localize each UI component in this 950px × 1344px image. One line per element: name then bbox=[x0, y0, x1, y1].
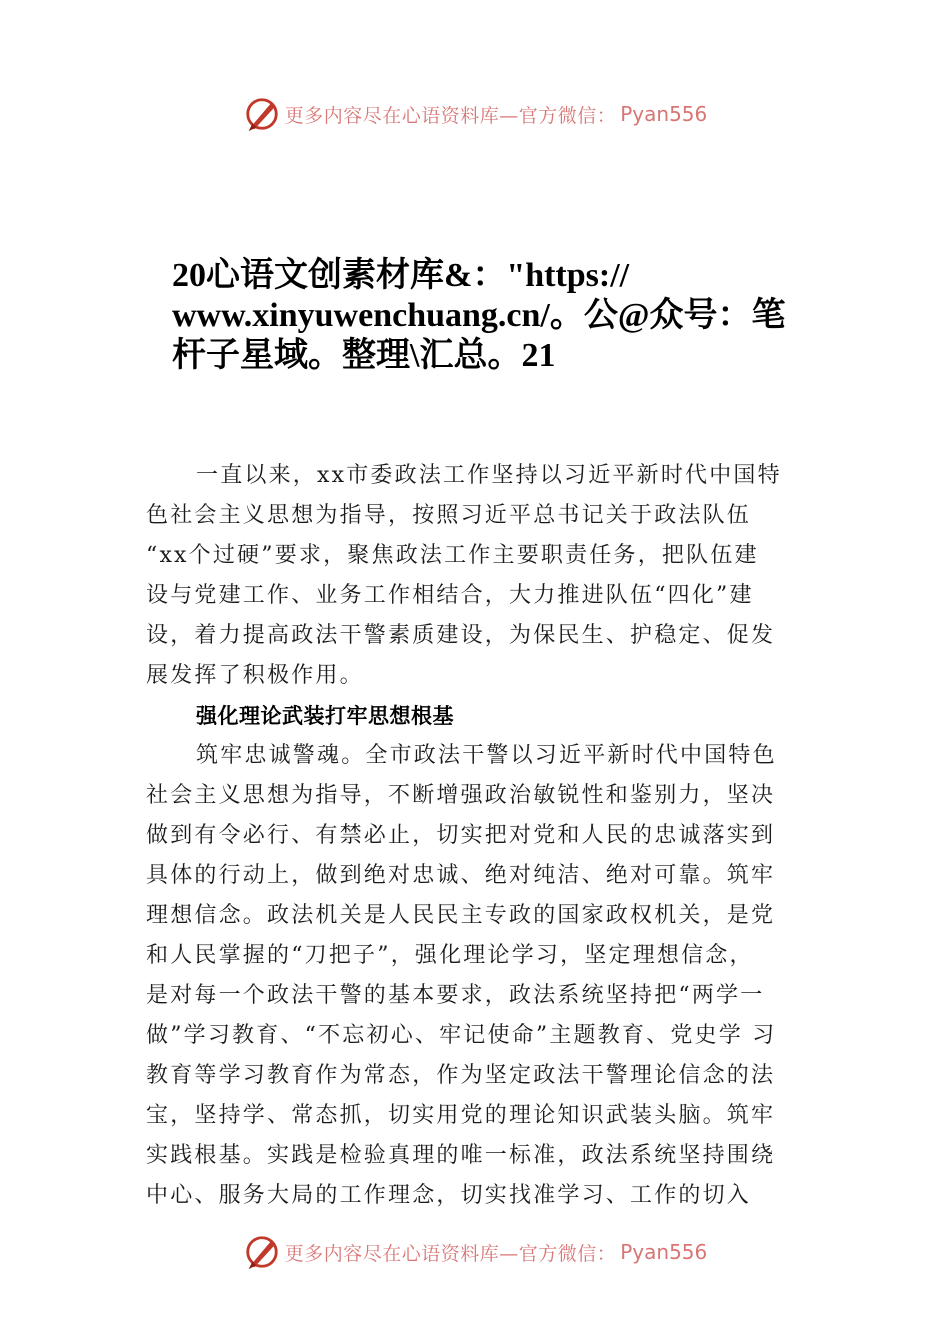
paragraph-line: 是对每一个政法干警的基本要求，政法系统坚持把“两学一 bbox=[146, 983, 765, 1008]
paragraph-line: 宝，坚持学、常态抓，切实用党的理论知识武装头脑。筑牢 bbox=[146, 1103, 776, 1128]
header-watermark-banner bbox=[0, 94, 950, 134]
paragraph-line: 中心、服务大局的工作理念，切实找准学习、工作的切入 bbox=[146, 1183, 752, 1208]
document-title bbox=[172, 256, 822, 376]
footer-watermark-banner bbox=[0, 1232, 950, 1272]
paragraph-line: 实践根基。实践是检验真理的唯一标准，政法系统坚持围绕 bbox=[146, 1143, 776, 1168]
paragraph-line: 一直以来，xx市委政法工作坚持以习近平新时代中国特 bbox=[196, 463, 782, 488]
paragraph-line: 理想信念。政法机关是人民民主专政的国家政权机关，是党 bbox=[146, 903, 776, 928]
banner-wechat-id: Pyan556 bbox=[620, 1240, 708, 1264]
banner-text: 更多内容尽在心语资料库—官方微信： bbox=[284, 1242, 617, 1265]
document-body bbox=[146, 456, 806, 1216]
paragraph-line: 展发挥了积极作用。 bbox=[146, 663, 364, 688]
paragraph-line: 做”学习教育、“不忘初心、牢记使命”主题教育、党史学 习 bbox=[146, 1023, 777, 1048]
pen-nib-logo-icon bbox=[243, 95, 281, 133]
pen-nib-logo-icon bbox=[243, 1233, 281, 1271]
section-heading: 强化理论武装打牢思想根基 bbox=[196, 704, 454, 728]
paragraph-line: 和人民掌握的“刀把子”，强化理论学习，坚定理想信念， bbox=[146, 943, 754, 968]
paragraph-line: 色社会主义思想为指导，按照习近平总书记关于政法队伍 bbox=[146, 503, 752, 528]
banner-text: 更多内容尽在心语资料库—官方微信： bbox=[284, 104, 617, 127]
paragraph-line: 具体的行动上，做到绝对忠诚、绝对纯洁、绝对可靠。筑牢 bbox=[146, 863, 776, 888]
title-line-3: 杆子星域。整理\汇总。21 bbox=[172, 337, 556, 374]
title-line-2: www.xinyuwenchuang.cn/。公@众号：笔 bbox=[172, 297, 786, 334]
paragraph-line: “xx个过硬”要求，聚焦政法工作主要职责任务，把队伍建 bbox=[146, 543, 759, 568]
banner-wechat-id: Pyan556 bbox=[620, 102, 708, 126]
paragraph-line: 社会主义思想为指导，不断增强政治敏锐性和鉴别力，坚决 bbox=[146, 783, 776, 808]
title-line-1: 20心语文创素材库&："https:// bbox=[172, 257, 630, 294]
paragraph-line: 设与党建工作、业务工作相结合，大力推进队伍“四化”建 bbox=[146, 583, 754, 608]
paragraph-line: 设，着力提高政法干警素质建设，为保民生、护稳定、促发 bbox=[146, 623, 776, 648]
paragraph-line: 筑牢忠诚警魂。全市政法干警以习近平新时代中国特色 bbox=[196, 743, 777, 768]
paragraph-line: 教育等学习教育作为常态，作为坚定政法干警理论信念的法 bbox=[146, 1063, 776, 1088]
paragraph-line: 做到有令必行、有禁必止，切实把对党和人民的忠诚落实到 bbox=[146, 823, 776, 848]
